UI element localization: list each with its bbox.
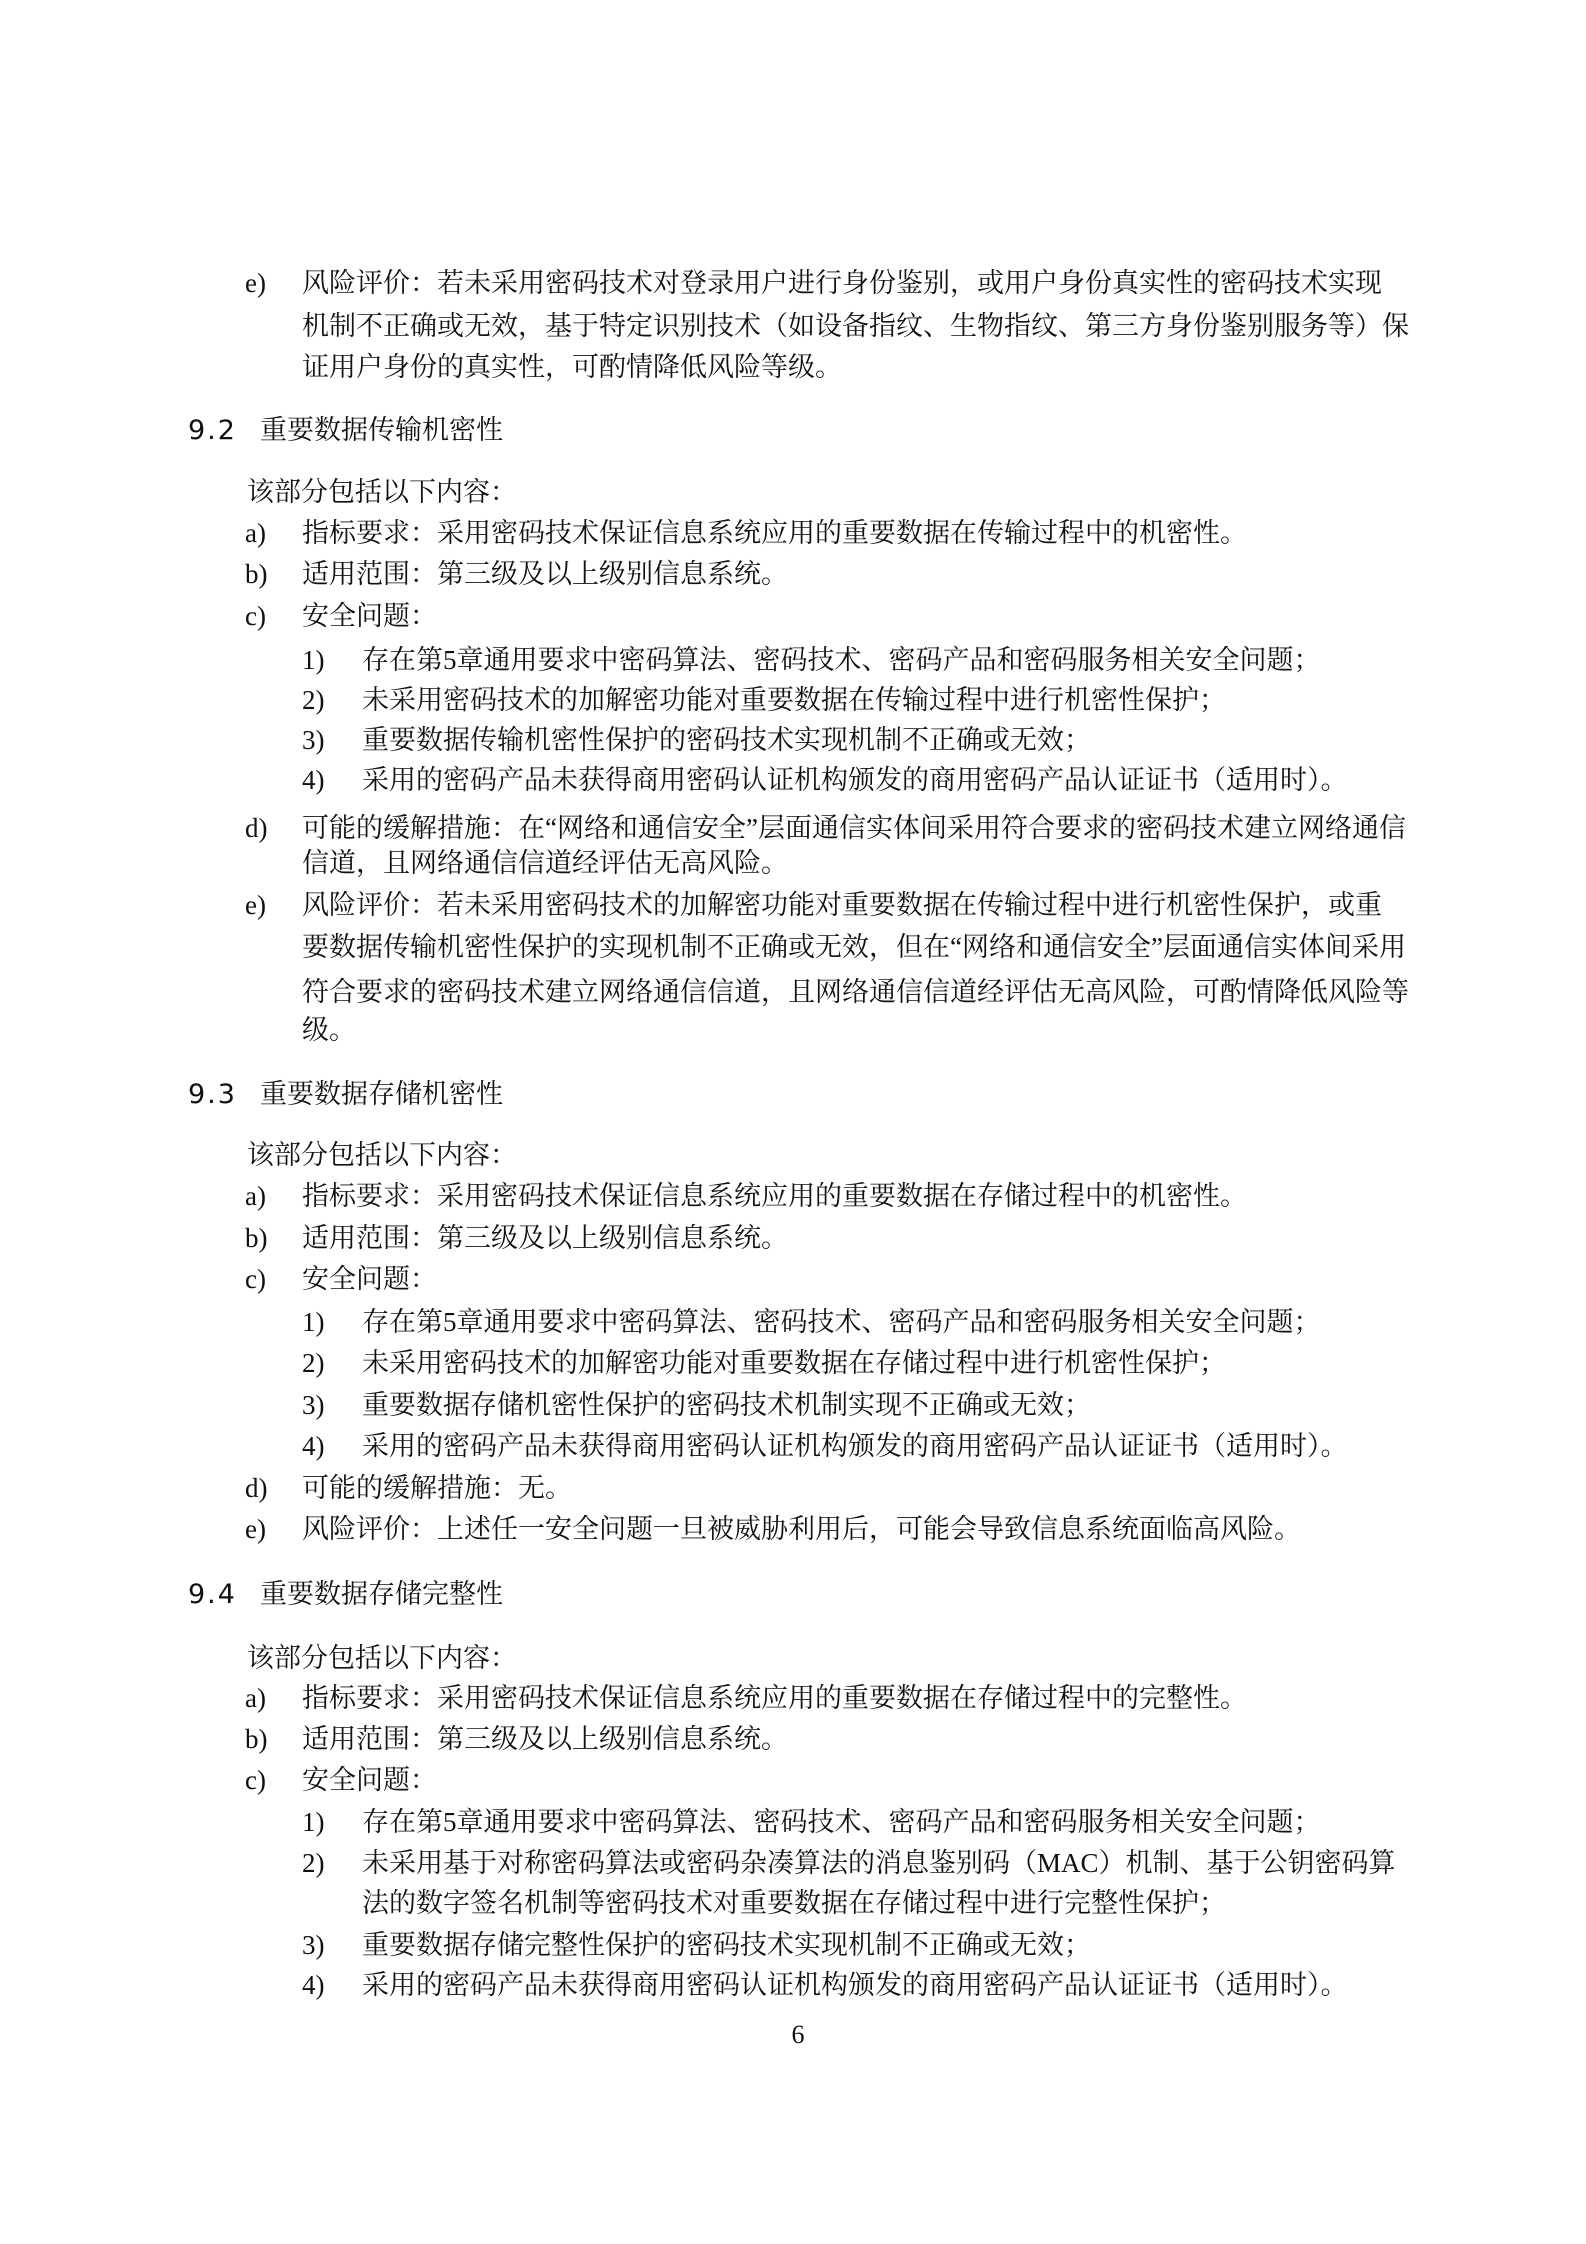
list-label: e) bbox=[245, 268, 266, 298]
sublist-label: 1) bbox=[302, 1307, 325, 1337]
sublist-label: 2) bbox=[302, 1848, 325, 1878]
paragraph-line: 证用户身份的真实性，可酌情降低风险等级。 bbox=[302, 352, 842, 382]
sublist-label: 3) bbox=[302, 1930, 325, 1960]
list-item-text: 安全问题： bbox=[302, 1264, 437, 1294]
list-label: c) bbox=[245, 1264, 266, 1294]
list-item-text: 风险评价：若未采用密码技术的加解密功能对重要数据在传输过程中进行机密性保护，或重 bbox=[302, 890, 1382, 920]
list-label: d) bbox=[245, 813, 268, 843]
list-item-text: 可能的缓解措施：无。 bbox=[302, 1473, 572, 1503]
list-item-text: 适用范围：第三级及以上级别信息系统。 bbox=[302, 559, 788, 589]
sublist-item-text: 未采用密码技术的加解密功能对重要数据在存储过程中进行机密性保护； bbox=[362, 1348, 1226, 1378]
list-label: c) bbox=[245, 1765, 266, 1795]
section-intro: 该部分包括以下内容： bbox=[247, 477, 517, 507]
list-label: e) bbox=[245, 1514, 266, 1544]
sublist-item-text: 法的数字签名机制等密码技术对重要数据在存储过程中进行完整性保护； bbox=[362, 1888, 1226, 1918]
sublist-label: 2) bbox=[302, 685, 325, 715]
list-item-text: 指标要求：采用密码技术保证信息系统应用的重要数据在存储过程中的机密性。 bbox=[302, 1181, 1247, 1211]
list-item-text: 信道，且网络通信信道经评估无高风险。 bbox=[302, 848, 788, 878]
list-label: b) bbox=[245, 1724, 268, 1754]
section-number: 9.3 bbox=[188, 1079, 237, 1110]
section-title: 重要数据存储完整性 bbox=[260, 1579, 503, 1610]
section-title: 重要数据存储机密性 bbox=[260, 1079, 503, 1110]
list-label: b) bbox=[245, 1223, 268, 1253]
section-intro: 该部分包括以下内容： bbox=[247, 1643, 517, 1673]
list-label: a) bbox=[245, 518, 266, 548]
sublist-item-text: 存在第5章通用要求中密码算法、密码技术、密码产品和密码服务相关安全问题； bbox=[362, 645, 1321, 675]
section-intro: 该部分包括以下内容： bbox=[247, 1140, 517, 1170]
section-number: 9.4 bbox=[188, 1579, 237, 1610]
section-title: 重要数据传输机密性 bbox=[260, 415, 503, 446]
sublist-item-text: 采用的密码产品未获得商用密码认证机构颁发的商用密码产品认证证书（适用时）。 bbox=[362, 1970, 1348, 2000]
sublist-label: 2) bbox=[302, 1348, 325, 1378]
paragraph-line: 风险评价：若未采用密码技术对登录用户进行身份鉴别，或用户身份真实性的密码技术实现 bbox=[302, 268, 1382, 298]
sublist-item-text: 未采用基于对称密码算法或密码杂凑算法的消息鉴别码（MAC）机制、基于公钥密码算 bbox=[362, 1848, 1396, 1878]
sublist-item-text: 重要数据传输机密性保护的密码技术实现机制不正确或无效； bbox=[362, 725, 1091, 755]
list-item-text: 安全问题： bbox=[302, 601, 437, 631]
sublist-label: 4) bbox=[302, 1970, 325, 2000]
sublist-label: 1) bbox=[302, 645, 325, 675]
sublist-item-text: 存在第5章通用要求中密码算法、密码技术、密码产品和密码服务相关安全问题； bbox=[362, 1807, 1321, 1837]
list-label: e) bbox=[245, 890, 266, 920]
sublist-item-text: 未采用密码技术的加解密功能对重要数据在传输过程中进行机密性保护； bbox=[362, 685, 1226, 715]
list-item-text: 安全问题： bbox=[302, 1765, 437, 1795]
sublist-label: 4) bbox=[302, 765, 325, 795]
list-item-text: 适用范围：第三级及以上级别信息系统。 bbox=[302, 1724, 788, 1754]
section-number: 9.2 bbox=[188, 415, 237, 446]
list-label: b) bbox=[245, 559, 268, 589]
sublist-item-text: 采用的密码产品未获得商用密码认证机构颁发的商用密码产品认证证书（适用时）。 bbox=[362, 1431, 1348, 1461]
sublist-item-text: 采用的密码产品未获得商用密码认证机构颁发的商用密码产品认证证书（适用时）。 bbox=[362, 765, 1348, 795]
list-item-text: 级。 bbox=[302, 1015, 356, 1045]
list-item-text: 要数据传输机密性保护的实现机制不正确或无效，但在“网络和通信安全”层面通信实体间采用 bbox=[302, 932, 1406, 962]
list-label: a) bbox=[245, 1683, 266, 1713]
sublist-label: 3) bbox=[302, 1390, 325, 1420]
list-item-text: 可能的缓解措施：在“网络和通信安全”层面通信实体间采用符合要求的密码技术建立网络通信 bbox=[302, 813, 1406, 843]
list-item-text: 风险评价：上述任一安全问题一旦被威胁利用后，可能会导致信息系统面临高风险。 bbox=[302, 1514, 1301, 1544]
list-item-text: 适用范围：第三级及以上级别信息系统。 bbox=[302, 1223, 788, 1253]
list-item-text: 符合要求的密码技术建立网络通信信道，且网络通信信道经评估无高风险，可酌情降低风险等 bbox=[302, 977, 1409, 1007]
list-label: a) bbox=[245, 1181, 266, 1211]
list-item-text: 指标要求：采用密码技术保证信息系统应用的重要数据在存储过程中的完整性。 bbox=[302, 1683, 1247, 1713]
sublist-item-text: 存在第5章通用要求中密码算法、密码技术、密码产品和密码服务相关安全问题； bbox=[362, 1307, 1321, 1337]
paragraph-line: 机制不正确或无效，基于特定识别技术（如设备指纹、生物指纹、第三方身份鉴别服务等）保 bbox=[302, 311, 1409, 341]
sublist-item-text: 重要数据存储完整性保护的密码技术实现机制不正确或无效； bbox=[362, 1930, 1091, 1960]
list-item-text: 指标要求：采用密码技术保证信息系统应用的重要数据在传输过程中的机密性。 bbox=[302, 518, 1247, 548]
list-label: d) bbox=[245, 1473, 268, 1503]
list-label: c) bbox=[245, 601, 266, 631]
sublist-label: 3) bbox=[302, 725, 325, 755]
sublist-item-text: 重要数据存储机密性保护的密码技术机制实现不正确或无效； bbox=[362, 1390, 1091, 1420]
sublist-label: 1) bbox=[302, 1807, 325, 1837]
page-number: 6 bbox=[791, 2020, 805, 2049]
sublist-label: 4) bbox=[302, 1431, 325, 1461]
